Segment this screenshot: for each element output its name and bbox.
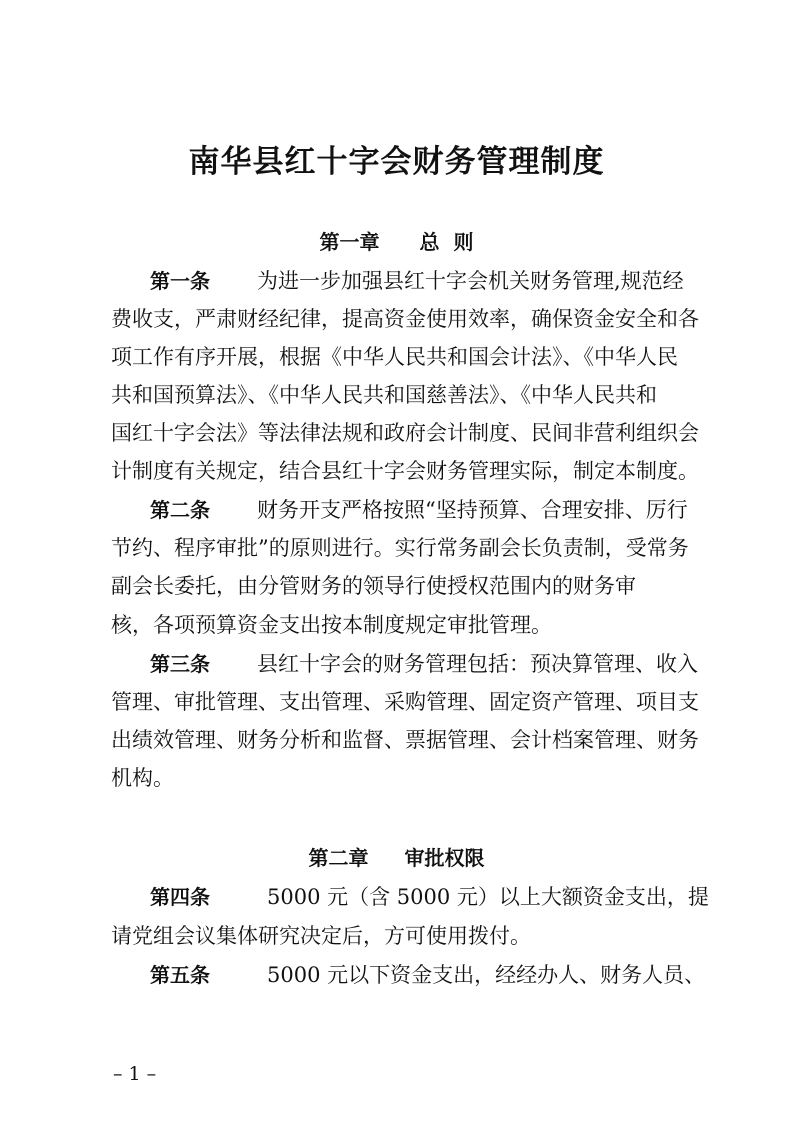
article-4-line-1: [0, 878, 793, 916]
article-2-line-4: [0, 606, 793, 644]
article-label: 第四条: [150, 885, 210, 909]
article-text: 国红十字会法》等法律法规和政府会计制度、民间非营利组织会: [111, 421, 699, 445]
article-text: 项工作有序开展，根据《中华人民共和国会计法》、《中华人民: [111, 345, 678, 369]
article-text: 县红十字会的财务管理包括：预决算管理、收入: [257, 652, 698, 676]
article-3-line-2: [0, 683, 793, 721]
article-2-line-1: [0, 491, 793, 529]
article-text: 共和国预算法》、《中华人民共和国慈善法》、《中华人民共和: [111, 383, 657, 407]
article-text: 管理、审批管理、支出管理、采购管理、固定资产管理、项目支: [111, 690, 699, 714]
article-3-line-4: [0, 759, 793, 797]
article-1-line-4: [0, 376, 793, 414]
article-4-line-2: [0, 917, 793, 955]
article-3-line-1: [0, 645, 793, 683]
article-label: 第三条: [150, 652, 210, 676]
article-text: 财务开支严格按照“坚持预算、合理安排、厉行: [257, 498, 688, 522]
article-3-line-3: [0, 721, 793, 759]
article-text: 计制度有关规定，结合县红十字会财务管理实际，制定本制度。: [111, 459, 699, 483]
chapter-name: 审批权限: [404, 846, 485, 870]
article-5-line-1: [0, 956, 793, 994]
article-2-line-3: [0, 567, 793, 605]
article-1-line-5: [0, 414, 793, 452]
article-text: 费收支，严肃财经纪律，提高资金使用效率，确保资金安全和各: [111, 307, 699, 331]
article-text: 5000 元以下资金支出，经经办人、财务人员、: [267, 963, 706, 987]
article-label: 第一条: [150, 269, 210, 293]
article-text: 请党组会议集体研究决定后，方可使用拨付。: [111, 924, 531, 948]
article-label: 第五条: [150, 963, 210, 987]
article-text: 副会长委托，由分管财务的领导行使授权范围内的财务审: [111, 574, 636, 598]
chapter-heading-2: [0, 843, 793, 873]
article-1-line-2: [0, 300, 793, 338]
article-text: 出绩效管理、财务分析和监督、票据管理、会计档案管理、财务: [111, 728, 699, 752]
article-2-line-2: [0, 529, 793, 567]
article-1-line-3: [0, 338, 793, 376]
article-text: 5000 元（含 5000 元）以上大额资金支出，提: [267, 885, 709, 909]
article-text: 核，各项预算资金支出按本制度规定审批管理。: [111, 613, 552, 637]
article-label: 第二条: [150, 498, 210, 522]
article-text: 为进一步加强县红十字会机关财务管理,规范经: [257, 269, 684, 293]
article-text: 机构。: [111, 766, 174, 790]
chapter-heading-1: [0, 227, 793, 257]
article-1-line-6: [0, 452, 793, 490]
article-text: 节约、程序审批”的原则进行。实行常务副会长负责制，受常务: [111, 536, 689, 560]
chapter-name: 总 则: [419, 230, 474, 254]
chapter-label: 第二章: [308, 846, 369, 870]
article-1-line-1: [0, 262, 793, 300]
chapter-label: 第一章: [319, 230, 380, 254]
document-title: 南华县红十字会财务管理制度: [188, 144, 605, 180]
page-number: – 1 –: [113, 1063, 157, 1085]
